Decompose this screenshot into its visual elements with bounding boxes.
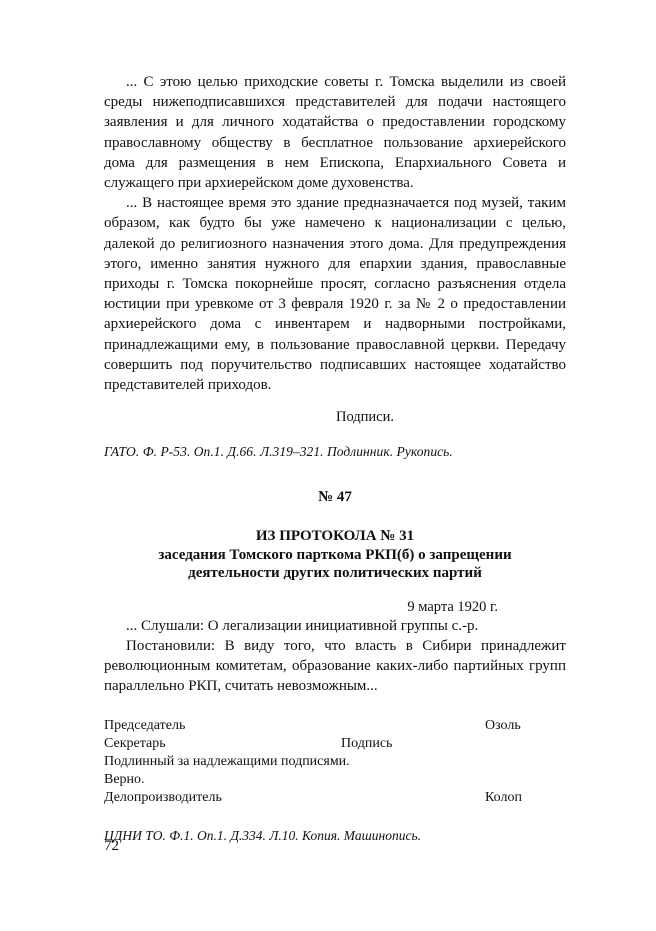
clerk-label: Делопроизводитель <box>104 789 222 805</box>
document-title <box>104 527 566 583</box>
signature-block <box>104 717 566 807</box>
title-line-2: заседания Томского парткома РКП(б) о запрещении <box>158 546 512 563</box>
title-line-1: ИЗ ПРОТОКОЛА № 31 <box>255 528 415 545</box>
original-note: Подлинный за надлежащими подписями. <box>104 753 350 769</box>
page-number: 72 <box>104 838 119 854</box>
signature-row-chair <box>104 717 566 735</box>
secretary-label: Секретарь <box>104 735 166 751</box>
chair-label: Председатель <box>104 717 186 733</box>
secretary-sign: Подпись <box>341 735 393 751</box>
signature-row-original <box>104 753 566 771</box>
chair-name: Озоль <box>485 717 521 733</box>
protocol-heard: ... Слушали: О легализации инициативной группы с.-р. <box>126 617 479 634</box>
title-line-3: деятельности других политических партий <box>188 565 482 582</box>
clerk-name: Колоп <box>485 789 522 805</box>
signature-row-verified <box>104 771 566 789</box>
paragraph-2: ... В настоящее время это здание предназначается под музей, таким образом, как будто бы уже намечено к национализации с целью, далекой до религиозного назначения этого дома. Для предупреждения этого, именно занятия нужного для епархии здания, православные приходы г. Томска покорнейше просят, согласно разъяснения отдела юстиции при уревкоме от 3 февраля 1920 г. за № 2 о предоставлении архиерейского дома с инвентарем и надворными постройками, принадлежащими ему, в пользование православной церкви. Передачу совершить под поручительство подписавших настоящее ходатайство представителей приходов. <box>104 195 566 394</box>
document-date: 9 марта 1920 г. <box>407 598 498 615</box>
signature-row-clerk <box>104 789 566 807</box>
signature-row-secretary <box>104 735 566 753</box>
paragraph-1: ... С этою целью приходские советы г. Томска выделили из своей среды нижеподписавшихся представителей для подачи настоящего заявления и для личного ходатайства о предоставлении городскому православному обществу в бесплатное пользование архиерейского дома для размещения в нем Епископа, Епархиального Совета и служащего при архиерейском доме духовенства. <box>104 74 566 192</box>
archive-source-1: ГАТО. Ф. Р-53. Оп.1. Д.66. Л.319–321. Подлинник. Рукопись. <box>104 444 453 460</box>
protocol-resolved: Постановили: В виду того, что власть в Сибири принадлежит революционным комитетам, образование каких-либо партийных групп параллельно РКП, считать невозможным... <box>104 637 566 695</box>
signatures-note: Подписи. <box>335 409 394 426</box>
document-number: № 47 <box>318 489 352 506</box>
page-content <box>104 72 566 844</box>
archive-source-2: ЦДНИ ТО. Ф.1. Оп.1. Д.334. Л.10. Копия. Машинопись. <box>104 827 421 843</box>
verified-note: Верно. <box>104 771 145 787</box>
